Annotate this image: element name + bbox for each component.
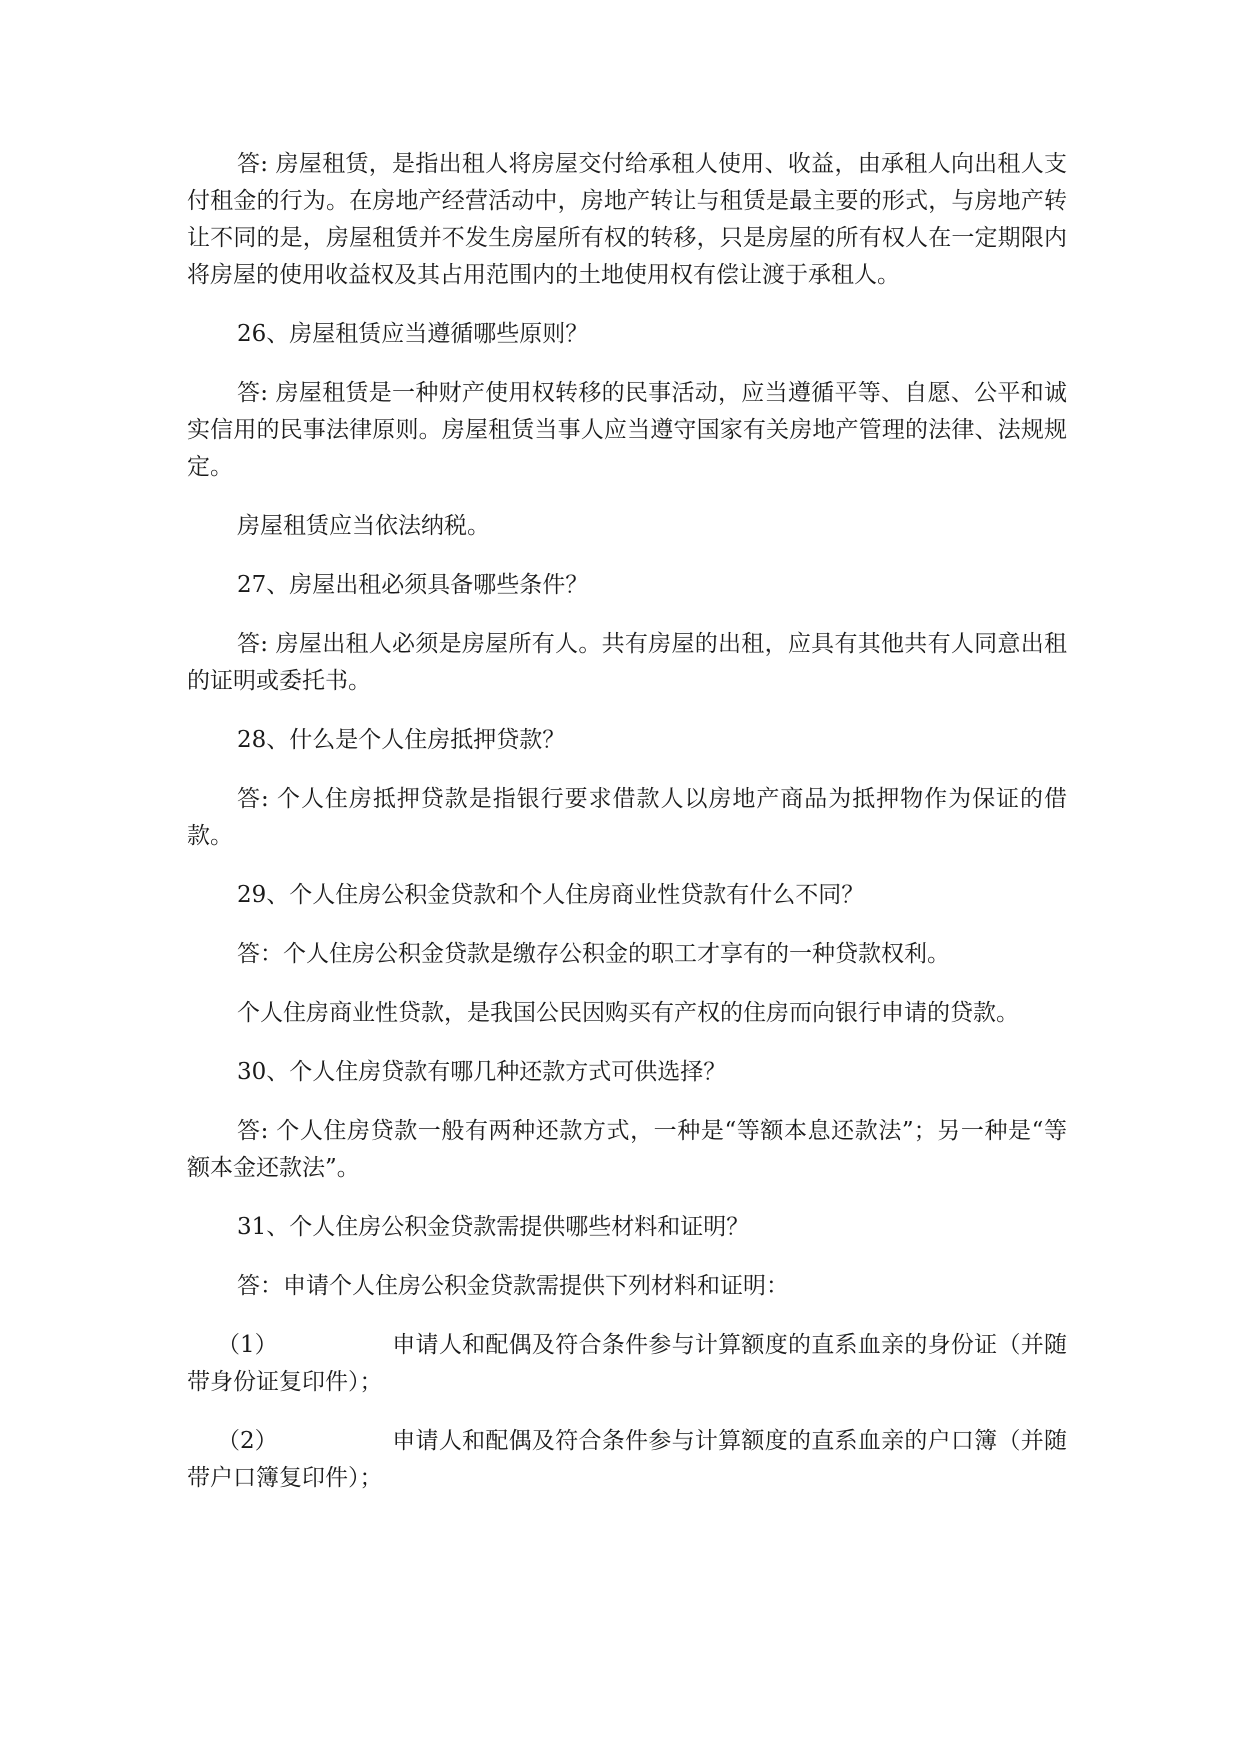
answer-paragraph: 答：申请个人住房公积金贷款需提供下列材料和证明： bbox=[237, 1273, 789, 1299]
answer-paragraph: 答: 房屋租赁，是指出租人将房屋交付给承租人使用、收益，由承租人向出租人支付租金的行为。在房地产经营活动中，房地产转让与租赁是最主要的形式，与房地产转让不同的是，房屋租赁并不发生房屋所有权的转移，只是房屋的所有权人在一定期限内将房屋的使用收益权及其占用范围内的土地使用权有偿让渡于承租人。 bbox=[187, 151, 1067, 288]
answer-paragraph: 房屋租赁应当依法纳税。 bbox=[237, 513, 490, 539]
list-item-text: 申请人和配偶及符合条件参与计算额度的直系血亲的户口簿（并随带户口簿复印件）； bbox=[187, 1428, 1067, 1491]
answer-paragraph: 答: 个人住房抵押贷款是指银行要求借款人以房地产商品为抵押物作为保证的借款。 bbox=[187, 786, 1067, 849]
question-heading: 29、个人住房公积金贷款和个人住房商业性贷款有什么不同？ bbox=[237, 882, 865, 908]
list-item-text: 申请人和配偶及符合条件参与计算额度的直系血亲的身份证（并随带身份证复印件）； bbox=[187, 1332, 1067, 1395]
list-item-number: （2） bbox=[217, 1428, 278, 1454]
question-heading: 30、个人住房贷款有哪几种还款方式可供选择？ bbox=[237, 1059, 727, 1085]
answer-paragraph: 答: 房屋租赁是一种财产使用权转移的民事活动，应当遵循平等、自愿、公平和诚实信用的民事法律原则。房屋租赁当事人应当遵守国家有关房地产管理的法律、法规规定。 bbox=[187, 380, 1067, 480]
answer-paragraph: 答：个人住房公积金贷款是缴存公积金的职工才享有的一种贷款权利。 bbox=[237, 941, 950, 967]
question-heading: 28、什么是个人住房抵押贷款？ bbox=[237, 727, 566, 753]
question-heading: 31、个人住房公积金贷款需提供哪些材料和证明？ bbox=[237, 1214, 750, 1240]
list-item-number: （1） bbox=[217, 1332, 278, 1358]
question-heading: 27、房屋出租必须具备哪些条件？ bbox=[237, 572, 589, 598]
list-item bbox=[187, 1423, 1067, 1497]
document-body bbox=[187, 146, 1067, 1519]
answer-paragraph: 答: 房屋出租人必须是房屋所有人。共有房屋的出租，应具有其他共有人同意出租的证明或委托书。 bbox=[187, 631, 1067, 694]
answer-paragraph: 个人住房商业性贷款，是我国公民因购买有产权的住房而向银行申请的贷款。 bbox=[237, 1000, 1019, 1026]
answer-paragraph: 答: 个人住房贷款一般有两种还款方式，一种是“等额本息还款法”；另一种是“等额本金还款法”。 bbox=[187, 1118, 1067, 1181]
list-item bbox=[187, 1327, 1067, 1401]
question-heading: 26、房屋租赁应当遵循哪些原则？ bbox=[237, 321, 589, 347]
